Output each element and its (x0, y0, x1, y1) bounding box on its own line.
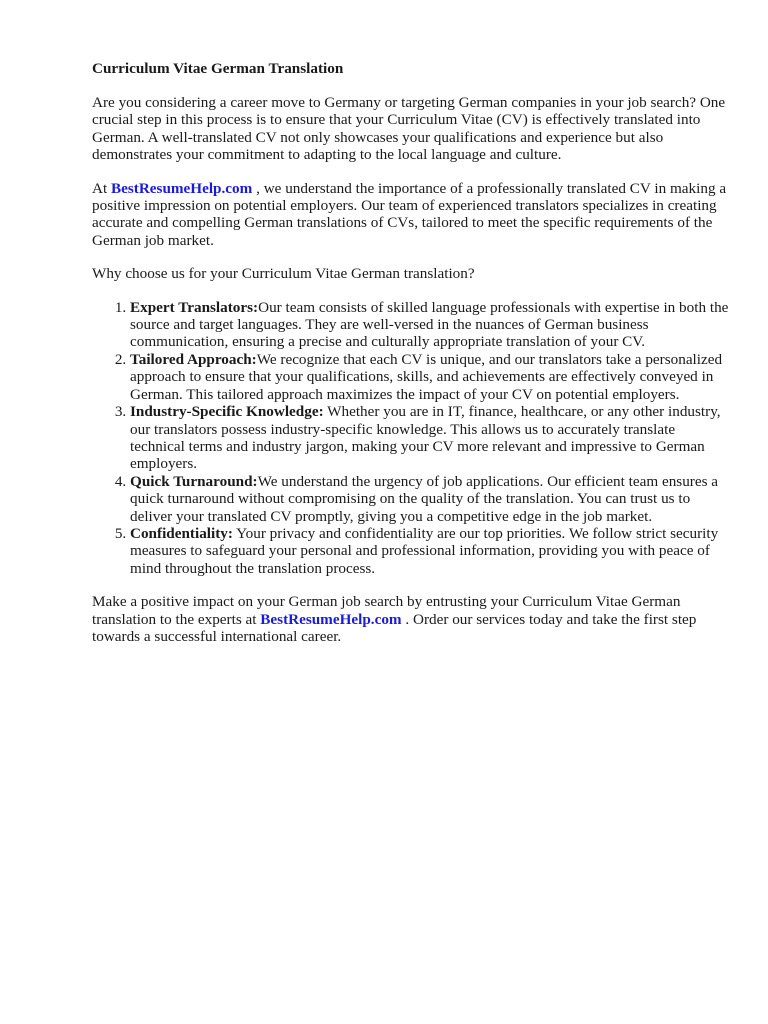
list-item-text: Your privacy and confidentiality are our top priorities. We follow strict security measures to safeguard your personal and professional information, providing you with peace of mind throughout the translation process. (130, 524, 719, 577)
list-item-term: Expert Translators: (130, 298, 259, 316)
reasons-list (92, 299, 732, 578)
list-item-tailored-approach (130, 351, 732, 403)
list-item-term: Quick Turnaround: (130, 472, 258, 490)
list-item-text: We understand the urgency of job applications. Our efficient team ensures a quick turnaround without compromising on the quality of the translation. You can trust us to deliver your translated CV promptly, giving you a competitive edge in the job market. (130, 472, 719, 525)
intro-paragraph: Are you considering a career move to Germany or targeting German companies in your job search? One crucial step in this process is to ensure that your Curriculum Vitae (CV) is effectively translated into German. A well-translated CV not only showcases your qualifications and experience but also demonstrates your commitment to adapting to the local language and culture. (92, 94, 726, 164)
question-paragraph: Why choose us for your Curriculum Vitae German translation? (92, 265, 475, 283)
list-item-industry-knowledge (130, 403, 732, 473)
list-item-text: Our team consists of skilled language professionals with expertise in both the source and target languages. They are well-versed in the nuances of German business communication, ensuring a precise and culturally appropriate translation of your CV. (130, 298, 729, 351)
list-item-expert-translators (130, 299, 732, 351)
document-title: Curriculum Vitae German Translation (92, 60, 344, 77)
closing-prefix: Make a positive impact on your German job search by entrusting your Curriculum Vitae German translation to the experts at (92, 593, 681, 628)
bestresumehelp-link[interactable]: BestResumeHelp.com (110, 179, 253, 197)
closing-suffix: . Order our services today and take the first step towards a successful international career. (92, 610, 697, 645)
about-paragraph (92, 180, 732, 250)
list-item-text: We recognize that each CV is unique, and our translators take a personalized approach to ensure that your qualifications, skills, and achievements are effectively conveyed in German. This tailored approach maximizes the impact of your CV on potential employers. (130, 350, 723, 403)
closing-paragraph (92, 593, 732, 645)
list-item-term: Tailored Approach: (130, 350, 257, 368)
list-item-term: Confidentiality: (130, 524, 233, 542)
about-prefix: At (92, 179, 111, 197)
document-page (92, 60, 732, 661)
list-item-quick-turnaround (130, 473, 732, 525)
about-suffix: , we understand the importance of a professionally translated CV in making a positive impression on potential employers. Our team of experienced translators specializes in creating accurate and compelling German translations of CVs, tailored to meet the specific requirements of the German job market. (92, 179, 727, 249)
bestresumehelp-link-closing[interactable]: BestResumeHelp.com (260, 610, 402, 628)
list-item-term: Industry-Specific Knowledge: (130, 403, 324, 421)
list-item-confidentiality (130, 525, 732, 577)
list-item-text: Whether you are in IT, finance, healthcare, or any other industry, our translators possess industry-specific knowledge. This allows us to accurately translate technical terms and industry jargon, making your CV more relevant and impressive to German employers. (130, 403, 721, 473)
